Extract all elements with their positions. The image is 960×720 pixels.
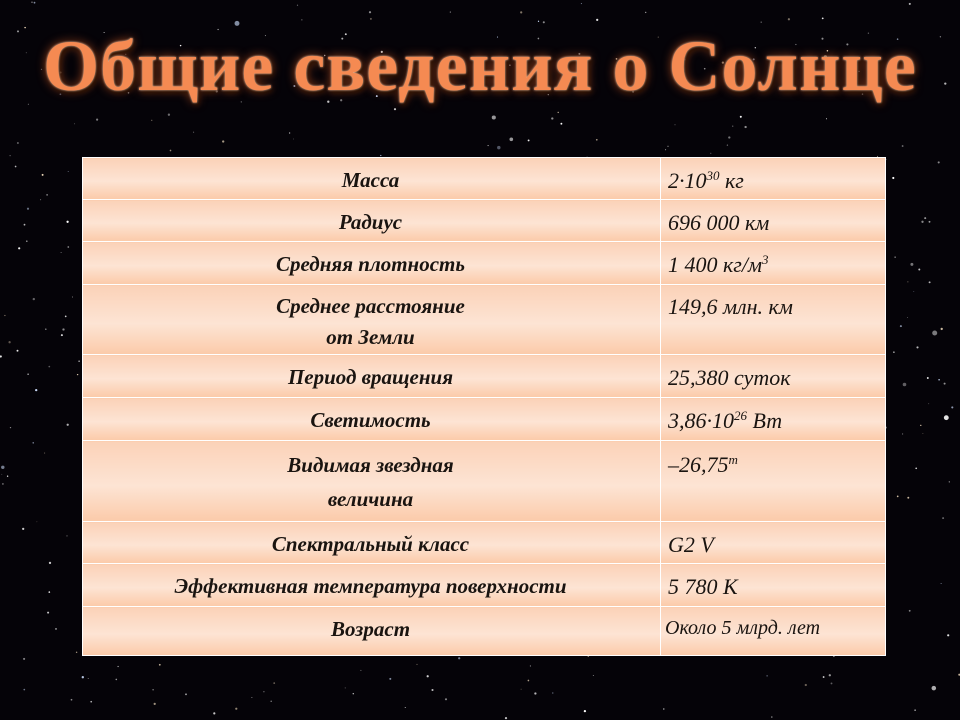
star <box>159 664 161 666</box>
star <box>270 701 272 703</box>
star <box>831 682 833 684</box>
star <box>924 217 926 219</box>
star <box>17 350 19 352</box>
property-value: G2 V <box>661 522 886 564</box>
property-name: Средняя плотность <box>83 242 661 285</box>
star <box>938 379 940 381</box>
property-name: Радиус <box>83 200 661 242</box>
table-row <box>83 242 886 285</box>
star <box>74 123 75 124</box>
table-row <box>83 398 886 441</box>
star <box>909 610 911 612</box>
star <box>65 316 67 318</box>
star <box>675 124 676 125</box>
star <box>96 119 98 121</box>
star <box>213 712 215 714</box>
star <box>353 693 354 694</box>
star <box>530 665 531 666</box>
star <box>17 142 19 144</box>
star <box>521 689 522 690</box>
star <box>665 149 666 150</box>
property-name: Видимая звездная величина <box>83 441 661 522</box>
star <box>76 652 77 653</box>
property-name: Среднее расстояние от Земли <box>83 285 661 355</box>
star <box>593 675 594 676</box>
star <box>497 146 500 149</box>
star <box>263 691 264 692</box>
star <box>360 670 361 671</box>
star <box>370 18 372 20</box>
star <box>942 517 944 519</box>
property-value: $2\cdot 10^{30}$ кг <box>661 158 886 200</box>
star <box>4 315 5 316</box>
star <box>26 240 28 242</box>
star <box>151 120 152 121</box>
star <box>23 689 25 691</box>
star <box>71 699 73 701</box>
star <box>48 591 50 593</box>
star <box>902 433 903 434</box>
star <box>82 676 84 678</box>
star <box>301 19 302 20</box>
star <box>27 374 28 375</box>
star <box>154 703 156 705</box>
star <box>380 155 381 156</box>
star <box>829 674 831 676</box>
star <box>907 317 908 318</box>
star <box>22 528 24 530</box>
star <box>369 11 371 13</box>
star <box>40 199 41 200</box>
star <box>152 689 153 690</box>
star <box>68 171 69 172</box>
star <box>31 1 33 3</box>
star <box>450 12 451 13</box>
star <box>289 132 290 133</box>
star <box>645 12 646 13</box>
star <box>34 2 36 4</box>
star <box>938 161 940 163</box>
star <box>910 263 913 266</box>
star <box>33 442 34 443</box>
star <box>49 562 51 564</box>
star <box>744 126 746 128</box>
star <box>728 136 730 138</box>
star <box>596 139 598 141</box>
star <box>900 325 902 327</box>
star <box>7 476 8 477</box>
star <box>921 221 923 223</box>
star <box>907 497 909 499</box>
star <box>909 3 911 5</box>
star <box>44 453 45 454</box>
star <box>588 656 589 657</box>
star <box>37 521 38 522</box>
star <box>558 112 559 113</box>
star <box>944 415 949 420</box>
star <box>893 351 895 353</box>
star <box>740 116 742 118</box>
star <box>560 123 562 125</box>
property-value: $3,86\cdot 10^{26}$ Вт <box>661 398 886 441</box>
star <box>117 666 118 667</box>
star <box>771 716 773 718</box>
star <box>15 166 17 168</box>
star <box>46 194 48 196</box>
star <box>941 583 942 584</box>
star <box>431 689 433 691</box>
star <box>389 678 391 680</box>
star <box>488 145 489 146</box>
star <box>18 247 20 249</box>
star <box>492 115 496 119</box>
star <box>24 224 26 226</box>
property-name: Эффективная температура поверхности <box>83 564 661 607</box>
star <box>596 19 598 21</box>
star <box>297 5 298 6</box>
star <box>168 114 170 116</box>
table-row <box>83 200 886 242</box>
star <box>193 132 194 133</box>
star <box>273 682 275 684</box>
star <box>61 334 63 336</box>
star <box>949 481 950 482</box>
table-row <box>83 607 886 656</box>
star <box>72 297 73 298</box>
slide-title: Общие сведения о Солнце <box>43 26 917 106</box>
property-name: Масса <box>83 158 661 200</box>
star <box>185 693 187 695</box>
star <box>668 146 669 147</box>
table-row <box>83 441 886 522</box>
star <box>663 708 664 709</box>
star <box>581 3 582 4</box>
table-row <box>83 285 886 355</box>
star <box>222 140 224 142</box>
star <box>77 374 78 375</box>
star <box>90 701 92 703</box>
star <box>928 403 929 404</box>
star <box>48 366 50 368</box>
star <box>947 634 949 636</box>
star <box>67 424 69 426</box>
star <box>766 675 767 676</box>
star <box>892 177 894 179</box>
star <box>23 658 25 660</box>
star <box>10 155 11 156</box>
star <box>78 361 79 362</box>
table-row <box>83 522 886 564</box>
star <box>918 269 920 271</box>
star <box>62 328 64 330</box>
star <box>42 174 44 176</box>
star <box>509 137 513 141</box>
star <box>788 18 790 20</box>
star <box>710 153 711 154</box>
property-name: Возраст <box>83 607 661 656</box>
star <box>458 657 460 659</box>
star <box>505 717 507 719</box>
star <box>823 676 825 678</box>
star <box>10 427 11 428</box>
star <box>235 708 237 710</box>
table-row <box>83 158 886 200</box>
star <box>551 117 553 119</box>
star <box>61 252 62 253</box>
star <box>528 680 530 682</box>
star <box>345 687 346 688</box>
star <box>8 341 10 343</box>
star <box>115 679 117 681</box>
property-value: 5 780 К <box>661 564 886 607</box>
star <box>915 467 917 469</box>
property-name: Период вращения <box>83 355 661 398</box>
star <box>0 355 2 357</box>
star <box>293 139 294 140</box>
star <box>932 330 937 335</box>
star <box>2 483 4 485</box>
property-value: 149,6 млн. км <box>661 285 886 355</box>
star <box>584 710 586 712</box>
star <box>251 697 252 698</box>
property-name: Спектральный класс <box>83 522 661 564</box>
star <box>445 698 447 700</box>
property-value: 1 400 $кг/м^3$ <box>661 242 886 285</box>
star <box>907 281 908 282</box>
star <box>1 474 2 475</box>
property-value: 696 000 км <box>661 200 886 242</box>
property-value: –26,75$^m$ <box>661 441 886 522</box>
star <box>1 466 4 469</box>
star <box>826 118 827 119</box>
star <box>405 707 406 708</box>
star <box>552 692 553 693</box>
star <box>47 612 49 614</box>
star <box>55 628 57 630</box>
star <box>941 328 943 330</box>
star <box>528 139 530 141</box>
star <box>895 257 896 258</box>
star <box>33 298 35 300</box>
star <box>913 291 914 292</box>
star <box>45 328 47 330</box>
table-row <box>83 355 886 398</box>
star <box>170 150 172 152</box>
property-name: Светимость <box>83 398 661 441</box>
star <box>920 425 921 426</box>
star <box>914 709 915 710</box>
star <box>66 221 68 223</box>
star <box>927 377 929 379</box>
star <box>944 383 946 385</box>
star <box>35 389 37 391</box>
star <box>67 246 69 248</box>
star <box>822 17 824 19</box>
sun-facts-table <box>82 157 886 656</box>
star <box>417 664 418 665</box>
star <box>929 281 931 283</box>
star <box>897 496 899 498</box>
star <box>922 433 923 434</box>
star <box>88 678 89 679</box>
star <box>932 686 937 691</box>
star <box>520 11 522 13</box>
star <box>903 383 907 387</box>
star <box>929 221 931 223</box>
star <box>732 126 733 127</box>
star <box>916 346 918 348</box>
star <box>67 535 68 536</box>
star <box>902 145 904 147</box>
star <box>951 406 953 408</box>
star <box>534 692 536 694</box>
star <box>27 208 29 210</box>
table-row <box>83 564 886 607</box>
star <box>427 675 429 677</box>
property-value: 25,380 суток <box>661 355 886 398</box>
star <box>727 144 728 145</box>
property-value: Около 5 млрд. лет <box>661 607 886 656</box>
star <box>805 684 807 686</box>
